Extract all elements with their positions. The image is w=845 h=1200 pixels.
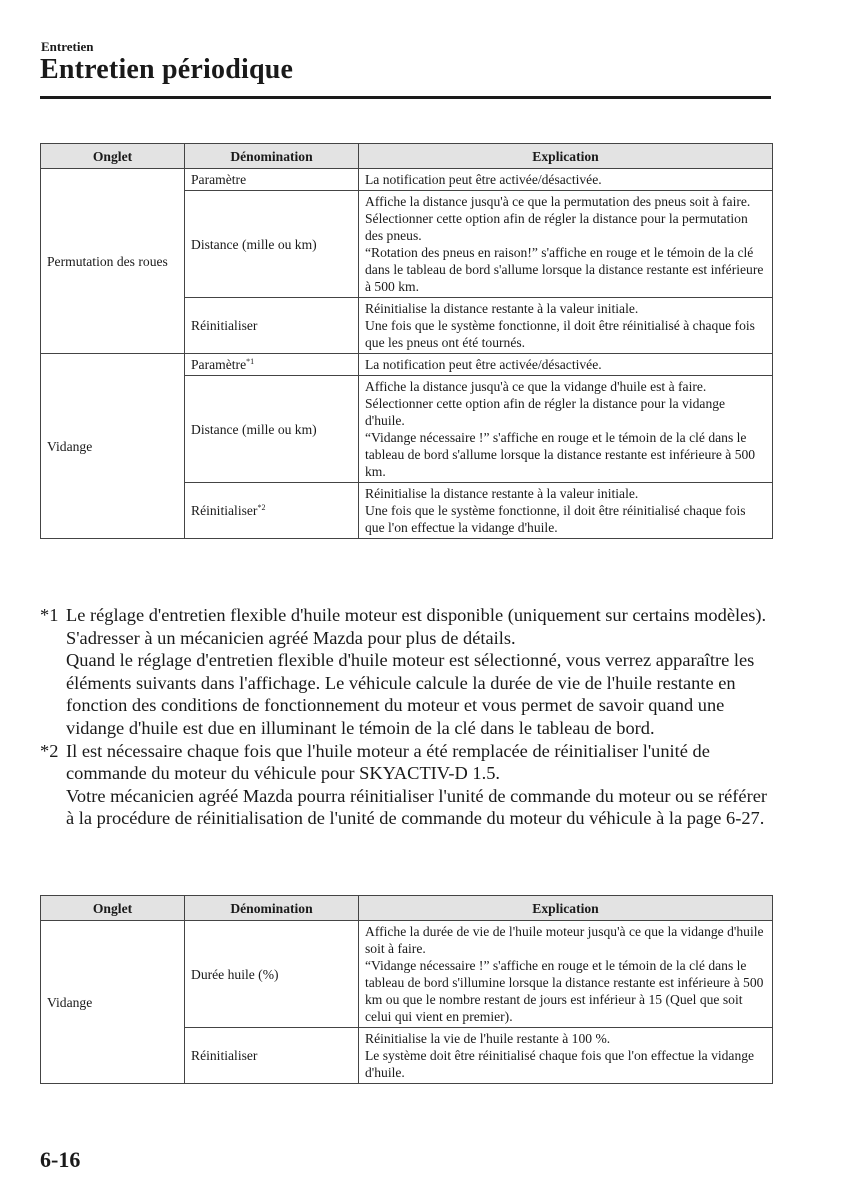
column-header-onglet: Onglet	[41, 144, 185, 169]
page-number: 6-16	[40, 1147, 81, 1172]
name-cell	[185, 921, 359, 1028]
maintenance-table-2	[40, 895, 773, 1084]
column-header-explication: Explication	[359, 144, 773, 169]
table-header-row	[41, 896, 773, 921]
column-header-explication: Explication	[359, 896, 773, 921]
table-header-row	[41, 144, 773, 169]
footnote-2	[40, 740, 775, 830]
explanation-cell: Affiche la distance jusqu'à ce que la permutation des pneus soit à faire. Sélectionner cette option afin de régler la distance pour la permutation des pneus. “Rotation des pneus en raison!” s'affiche en rouge et le témoin de la clé dans le tableau de bord s'allume lorsque la distance restante est inférieure à 500 km.	[359, 191, 773, 298]
footnote-ref: *2	[257, 503, 266, 512]
table-row	[41, 169, 773, 191]
name-cell	[185, 298, 359, 354]
name-cell	[185, 191, 359, 298]
tab-cell: Permutation des roues	[41, 169, 185, 354]
footnote-text: Il est nécessaire chaque fois que l'huile moteur a été remplacée de réinitialiser l'unité de commande du moteur du véhicule pour SKYACTIV-D 1.5. Votre mécanicien agréé Mazda pourra réinitialiser l'unité de commande du moteur ou se référer à la procédure de réinitialisation de l'unité de commande du moteur du véhicule à la page 6-27.	[66, 740, 767, 829]
explanation-cell: Réinitialise la distance restante à la valeur initiale. Une fois que le système fonctionne, il doit être réinitialisé chaque fois que l'on effectue la vidange d'huile.	[359, 483, 773, 539]
explanation-cell: La notification peut être activée/désactivée.	[359, 169, 773, 191]
name-cell	[185, 1028, 359, 1084]
name-cell	[185, 376, 359, 483]
table-row	[41, 354, 773, 376]
name-text: Distance (mille ou km)	[191, 421, 317, 437]
footnote-1	[40, 604, 775, 740]
explanation-cell: Affiche la distance jusqu'à ce que la vidange d'huile est à faire. Sélectionner cette option afin de régler la distance pour la vidange d'huile. “Vidange nécessaire !” s'affiche en rouge et le témoin de la clé dans le tableau de bord s'allume lorsque la distance restante est inférieure à 500 km.	[359, 376, 773, 483]
tab-cell: Vidange	[41, 354, 185, 539]
explanation-cell: Réinitialise la distance restante à la valeur initiale. Une fois que le système fonctionne, il doit être réinitialisé à chaque fois que les pneus ont été tournés.	[359, 298, 773, 354]
table-row	[41, 921, 773, 1028]
footnote-mark: *1	[40, 605, 59, 625]
footnote-ref: *1	[246, 357, 255, 366]
section-label: Entretien	[41, 39, 94, 54]
name-text: Paramètre	[191, 357, 247, 372]
footnotes	[40, 604, 775, 830]
explanation-cell: La notification peut être activée/désactivée.	[359, 354, 773, 376]
explanation-cell: Réinitialise la vie de l'huile restante à 100 %. Le système doit être réinitialisé chaque fois que l'on effectue la vidange d'huile.	[359, 1028, 773, 1084]
name-cell	[185, 354, 359, 376]
column-header-onglet: Onglet	[41, 896, 185, 921]
explanation-cell: Affiche la durée de vie de l'huile moteur jusqu'à ce que la vidange d'huile soit à faire. “Vidange nécessaire !” s'affiche en rouge et le témoin de la clé dans le tableau de bord s'illumine lorsque la distance restante est inférieure à 500 km ou que le nombre restant de jours est inférieur à 15 (Quel que soit celui qui vient en premier).	[359, 921, 773, 1028]
name-text: Réinitialiser	[191, 1048, 258, 1063]
name-text: Distance (mille ou km)	[191, 236, 317, 252]
column-header-denomination: Dénomination	[185, 144, 359, 169]
name-text: Paramètre	[191, 172, 247, 187]
column-header-denomination: Dénomination	[185, 896, 359, 921]
tab-cell: Vidange	[41, 921, 185, 1084]
name-cell	[185, 169, 359, 191]
footnote-text: Le réglage d'entretien flexible d'huile moteur est disponible (uniquement sur certains modèles). S'adresser à un mécanicien agréé Mazda pour plus de détails. Quand le réglage d'entretien flexible d'huile moteur est sélectionné, vous verrez apparaître les éléments suivants dans l'affichage. Le véhicule calcule la durée de vie de l'huile restante en fonction des conditions de fonctionnement du moteur et vous permet de savoir quand une vidange d'huile est due en illuminant le témoin de la clé dans le tableau de bord.	[66, 605, 767, 738]
title-divider	[40, 96, 771, 99]
maintenance-table-1	[40, 143, 773, 539]
name-text: Réinitialiser	[191, 503, 258, 518]
footnote-mark: *2	[40, 740, 59, 761]
name-text: Réinitialiser	[191, 318, 258, 333]
page-title: Entretien périodique	[40, 54, 294, 85]
name-cell	[185, 483, 359, 539]
name-text: Durée huile (%)	[191, 966, 279, 982]
